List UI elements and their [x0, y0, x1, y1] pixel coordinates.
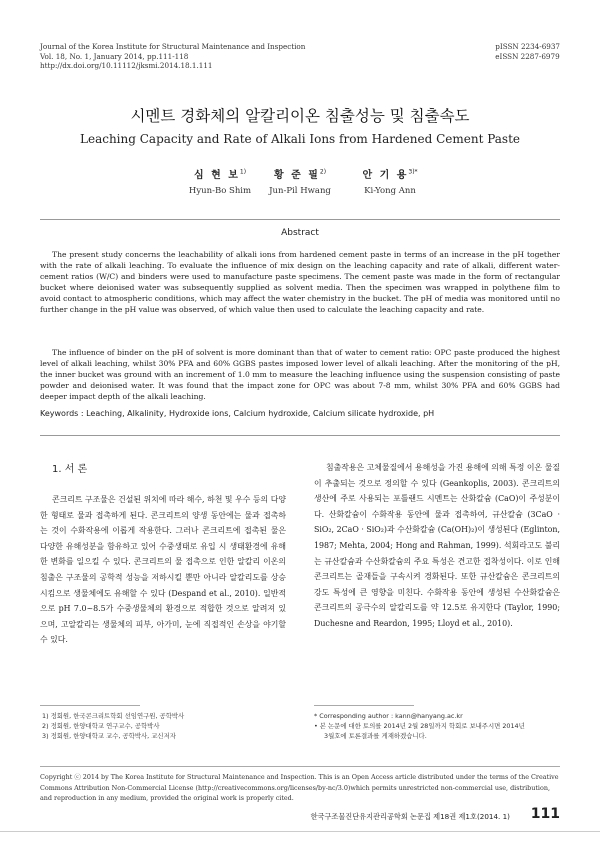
corresponding-footnotes	[314, 711, 564, 741]
footer-journal: 한국구조물진단유지관리공학회 논문집 제18권 제1호(2014. 1)	[310, 812, 510, 821]
right-column	[314, 460, 560, 632]
author-3	[330, 166, 450, 196]
section-heading: 1. 서 론	[52, 464, 88, 475]
issn-block	[495, 42, 560, 61]
pissn: pISSN 2234-6937	[495, 42, 560, 51]
discussion-note: • 본 논문에 대한 토의를 2014년 2월 28일까지 학회로 보내주시면 2014년	[314, 722, 525, 730]
intro-paragraph-right: 침출작용은 고체물질에서 용해성을 가진 용해에 의해 특정 이온 물질이 추출되는 것으로 정의할 수 있다 (Geankoplis, 2003). 콘크리트의 생산에 주로 사용되는 포틀랜드 시멘트는 산화칼슘 (CaO)이 주성분이다. 산화칼슘이 수화작용 동안에 물과 접촉하여, 규산칼슘 (3CaO · SiO₂, 2CaO · SiO₂)과 수산화칼슘 (Ca(OH)₂)이 생성된다 (Eglinton, 1987; Mehta, 2004; Hong and Rahman, 1999). 석회라고도 불리는 규산칼슘과 수산화칼슘의 주요 특성은 견고한 접착성이다. 이로 인해 콘크리트는 골재들을 구속시켜 경화된다. 또한 규산칼슘은 콘크리트의 강도 특성에 큰 영향을 미친다. 수화작용 동안에 생성된 수산화칼슘은 콘크리트의 공극수의 알칼리도를 약 12.5로 유지한다 (Taylor, 1990; Duchesne and Reardon, 1995; Lloyd et al., 2010).	[314, 463, 560, 628]
page-number: 111	[530, 806, 560, 822]
title-english: Leaching Capacity and Rate of Alkali Ions from Hardened Cement Paste	[80, 132, 520, 146]
journal-header	[40, 42, 305, 71]
author-name-en: Ki-Yong Ann	[364, 186, 416, 196]
keywords: Keywords : Leaching, Alkalinity, Hydroxide ions, Calcium hydroxide, Calcium silicate hydroxide, pH	[40, 409, 435, 418]
corresponding-author: * Corresponding author : kann@hanyang.ac.kr	[314, 712, 463, 720]
intro-paragraph-left: 콘크리트 구조물은 건설된 위치에 따라 해수, 하천 및 우수 등의 다양한 형태로 물과 접촉하게 된다. 콘크리트의 양생 동안에는 물과 접촉하는 것이 수화작용에 이롭게 작용한다. 그러나 콘크리트에 접촉된 물은 다양한 유해성분을 함유하고 있어 수중생태로 유입 시 생태환경에 유해한 변화를 일으킬 수 있다. 콘크리트의 물 접촉으로 인한 알칼리 이온의 침출은 구조물의 공학적 성능을 저하시킬 뿐만 아니라 알칼리도를 상승시킴으로 생물체에도 유해할 수 있다 (Despand et al., 2010). 일반적으로 pH 7.0~8.5가 수중생물체의 환경으로 적합한 것으로 알려져 있으며, 고알칼리는 생물체의 피부, 아가미, 눈에 직접적인 손상을 야기할 수 있다.	[40, 495, 286, 645]
author-affil-mark: 1)	[239, 168, 247, 176]
title-korean: 시멘트 경화체의 알칼리이온 침출성능 및 침출속도	[130, 107, 470, 125]
volume-info: Vol. 18, No. 1, January 2014, pp.111-118	[40, 51, 189, 61]
author-footnotes	[42, 711, 292, 741]
author-name-en: Hyun-Bo Shim	[188, 186, 252, 196]
abstract-paragraph-1: The present study concerns the leachability of alkali ions from hardened cement paste in terms of an increase in the pH together with the rate of alkali leaching. To evaluate the influence of mix design on the leaching capacity and rate of alkali, different water-cement ratios (W/C) and binders were used to manufacture paste specimens. The cement paste was made in the form of rectangular bucket where deionised water was subsequently supplied as solvent media. Then the specimen was wrapped in polythene film to avoid contact to atmospheric conditions, which may affect the water chemistry in the bucket. The pH of media was monitored until no further change in the pH value was observed, of which value then used to calculate the leaching capacity and rate.	[40, 250, 560, 314]
abstract-paragraph-2: The influence of binder on the pH of solvent is more dominant than that of water to cement ratio: OPC paste produced the highest level of alkali leaching, whilst 30% PFA and 60% GGBS pastes imposed lower level of alkali leaching. After the monitoring of the pH, the inner bucket was ground with an increment of 1.0 mm to measure the leaching influence using the suspension consisting of paste powder and deionised water. It was found that the impact zone for OPC was about 7-8 mm, whilst 30% PFA and 60% GGBS had deeper impact depth of the alkali leaching.	[40, 348, 560, 401]
left-column	[40, 492, 286, 648]
footnote-item: 2) 정회원, 한양대학교 연구교수, 공학박사	[42, 722, 160, 730]
discussion-note-cont: 3월호에 토론결과를 게재하겠습니다.	[324, 732, 427, 740]
author-affil-mark: 3)*	[408, 168, 418, 176]
author-name-ko: 황 준 필	[273, 170, 320, 181]
doi-link[interactable]: http://dx.doi.org/10.11112/jksmi.2014.18.1.111	[40, 61, 213, 70]
author-name-en: Jun-Pil Hwang	[269, 186, 331, 196]
eissn: eISSN 2287-6979	[495, 51, 560, 61]
copyright-notice: Copyright ⓒ 2014 by The Korea Institute for Structural Maintenance and Inspection. This is an Open Access article distributed under the terms of the Creative Commons Attribution Non-Commercial License (http://creativecommons.org/licenses/by-nc/3.0)which permits unrestricted non-commercial use, distribution, and reproduction in any medium, provided the original work is properly cited.	[40, 773, 559, 802]
abstract-title: Abstract	[281, 228, 319, 238]
author-name-ko: 심 현 보	[193, 170, 240, 181]
footnote-divider-right	[314, 705, 414, 706]
copyright-divider	[40, 766, 560, 767]
author-name-ko: 안 기 용	[362, 170, 409, 181]
footer-divider	[0, 831, 600, 832]
footnote-divider-left	[40, 705, 140, 706]
journal-name: Journal of the Korea Institute for Structural Maintenance and Inspection	[40, 42, 306, 51]
footnote-item: 3) 정회원, 한양대학교 교수, 공학박사, 교신저자	[42, 732, 176, 740]
footnote-item: 1) 정회원, 한국콘크리트학회 선임연구원, 공학박사	[42, 712, 185, 720]
author-affil-mark: 2)	[319, 168, 327, 176]
